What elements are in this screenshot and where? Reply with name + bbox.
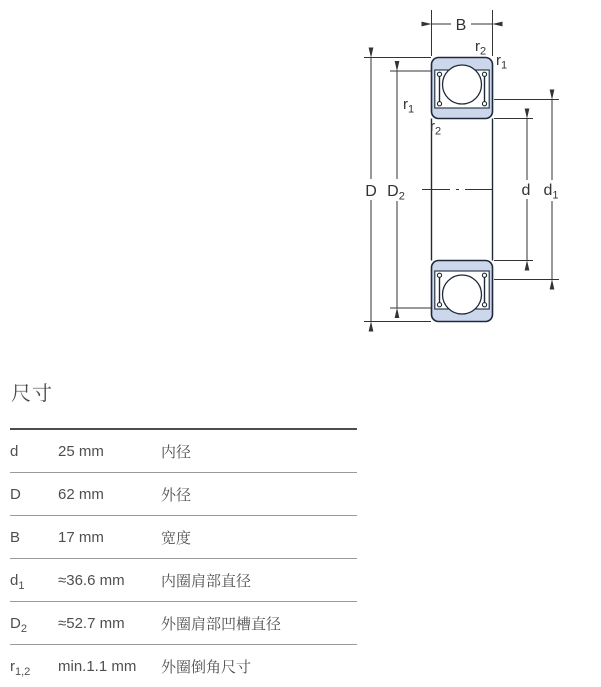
dim-label-d: d: [521, 182, 531, 199]
table-row: [10, 559, 357, 602]
chamfer-label-r2-mid: $r_2$: [430, 118, 442, 138]
dim-symbol: D: [10, 485, 21, 503]
dim-value: 25 mm: [58, 442, 104, 460]
dim-symbol: $D_2$: [10, 614, 27, 635]
dim-value: 62 mm: [58, 485, 104, 503]
dim-symbol: $d_1$: [10, 571, 25, 592]
dim-label-D: D: [365, 183, 377, 200]
dim-symbol: d: [10, 442, 19, 460]
dim-label-D2: $D_2$: [387, 183, 405, 203]
table-row: [10, 473, 357, 516]
table-row: [10, 430, 357, 473]
dim-description: 宽度: [161, 529, 192, 547]
dim-description: 内圈肩部直径: [161, 572, 252, 590]
dim-label-d1: $d_1$: [543, 182, 559, 202]
bearing-section-lower: [432, 261, 493, 322]
dim-description: 外径: [161, 486, 192, 504]
dim-description: 内径: [161, 443, 192, 461]
dim-value: min.1.1 mm: [58, 657, 137, 675]
dim-description: 外圈肩部凹槽直径: [161, 615, 282, 633]
dim-label-B: B: [455, 17, 467, 34]
dimensions-table: [10, 428, 357, 687]
table-row: [10, 516, 357, 559]
dim-symbol: $r_{1,2}$: [10, 657, 31, 678]
dim-symbol: B: [10, 528, 21, 546]
table-row: [10, 645, 357, 687]
dim-value: ≈52.7 mm: [58, 614, 125, 632]
dim-description: 外圈倒角尺寸: [161, 658, 252, 676]
chamfer-label-r1-top: $r_1$: [496, 52, 508, 72]
bearing-section-upper: [432, 58, 493, 119]
dim-value: ≈36.6 mm: [58, 571, 125, 589]
section-title: 尺寸: [11, 383, 53, 405]
chamfer-label-r1-mid: $r_1$: [403, 96, 415, 116]
table-row: [10, 602, 357, 645]
chamfer-label-r2-top: $r_2$: [475, 38, 487, 58]
dim-value: 17 mm: [58, 528, 104, 546]
